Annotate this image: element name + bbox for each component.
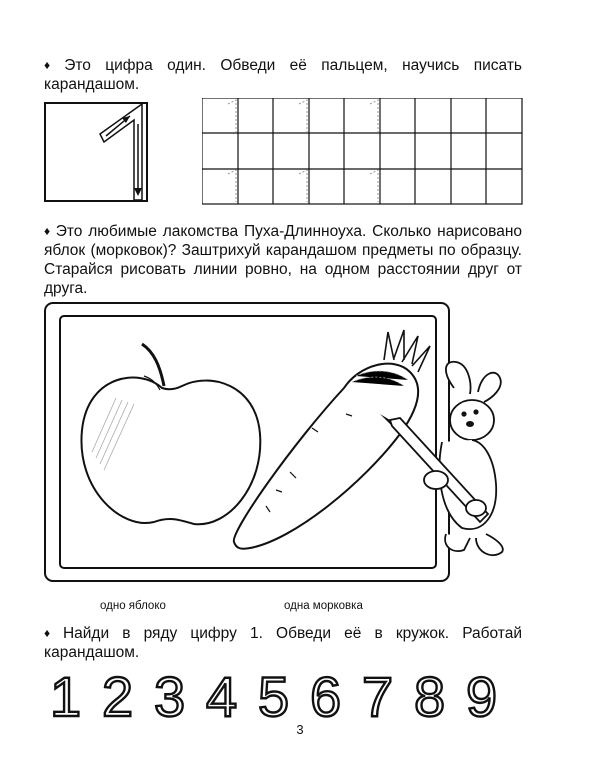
digit-one-outline-icon: [46, 104, 146, 200]
digit-2[interactable]: 2: [102, 668, 134, 720]
diamond-bullet-icon: ♦: [44, 58, 61, 72]
page-number: 3: [296, 722, 304, 737]
digit-row: [50, 668, 510, 725]
digit-6[interactable]: 6: [310, 668, 342, 720]
digit-9[interactable]: 9: [466, 668, 498, 720]
digit-7[interactable]: 7: [362, 668, 394, 720]
task-2-text: Это любимые лакомства Пуха-Длинноуха. Сколько нарисовано яблок (морковок)? Заштрихуй карандашом предметы по образцу. Старайся рисовать линии ровно, на одном расстоянии друг от друга.: [44, 223, 522, 297]
picture-board: [44, 302, 554, 599]
writing-practice-grid: [202, 98, 524, 211]
caption-apple: одно яблоко: [100, 600, 166, 612]
task-1: [44, 56, 522, 94]
digit-one-tracing-box: [44, 102, 148, 202]
digit-1[interactable]: 1: [50, 668, 82, 720]
task-3: [44, 624, 522, 662]
caption-carrot: одна морковка: [284, 600, 363, 612]
digit-4[interactable]: 4: [206, 668, 238, 720]
task-2: [44, 222, 522, 298]
task-3-text: Найди в ряду цифру 1. Обведи её в кружок. Работай карандашом.: [44, 625, 523, 661]
digit-5[interactable]: 5: [258, 668, 290, 720]
digit-3[interactable]: 3: [154, 668, 186, 720]
diamond-bullet-icon: ♦: [44, 224, 52, 238]
task-1-text: Это цифра один. Обведи её пальцем, научись писать карандашом.: [44, 57, 523, 93]
digit-8[interactable]: 8: [414, 668, 446, 720]
diamond-bullet-icon: ♦: [44, 626, 59, 640]
